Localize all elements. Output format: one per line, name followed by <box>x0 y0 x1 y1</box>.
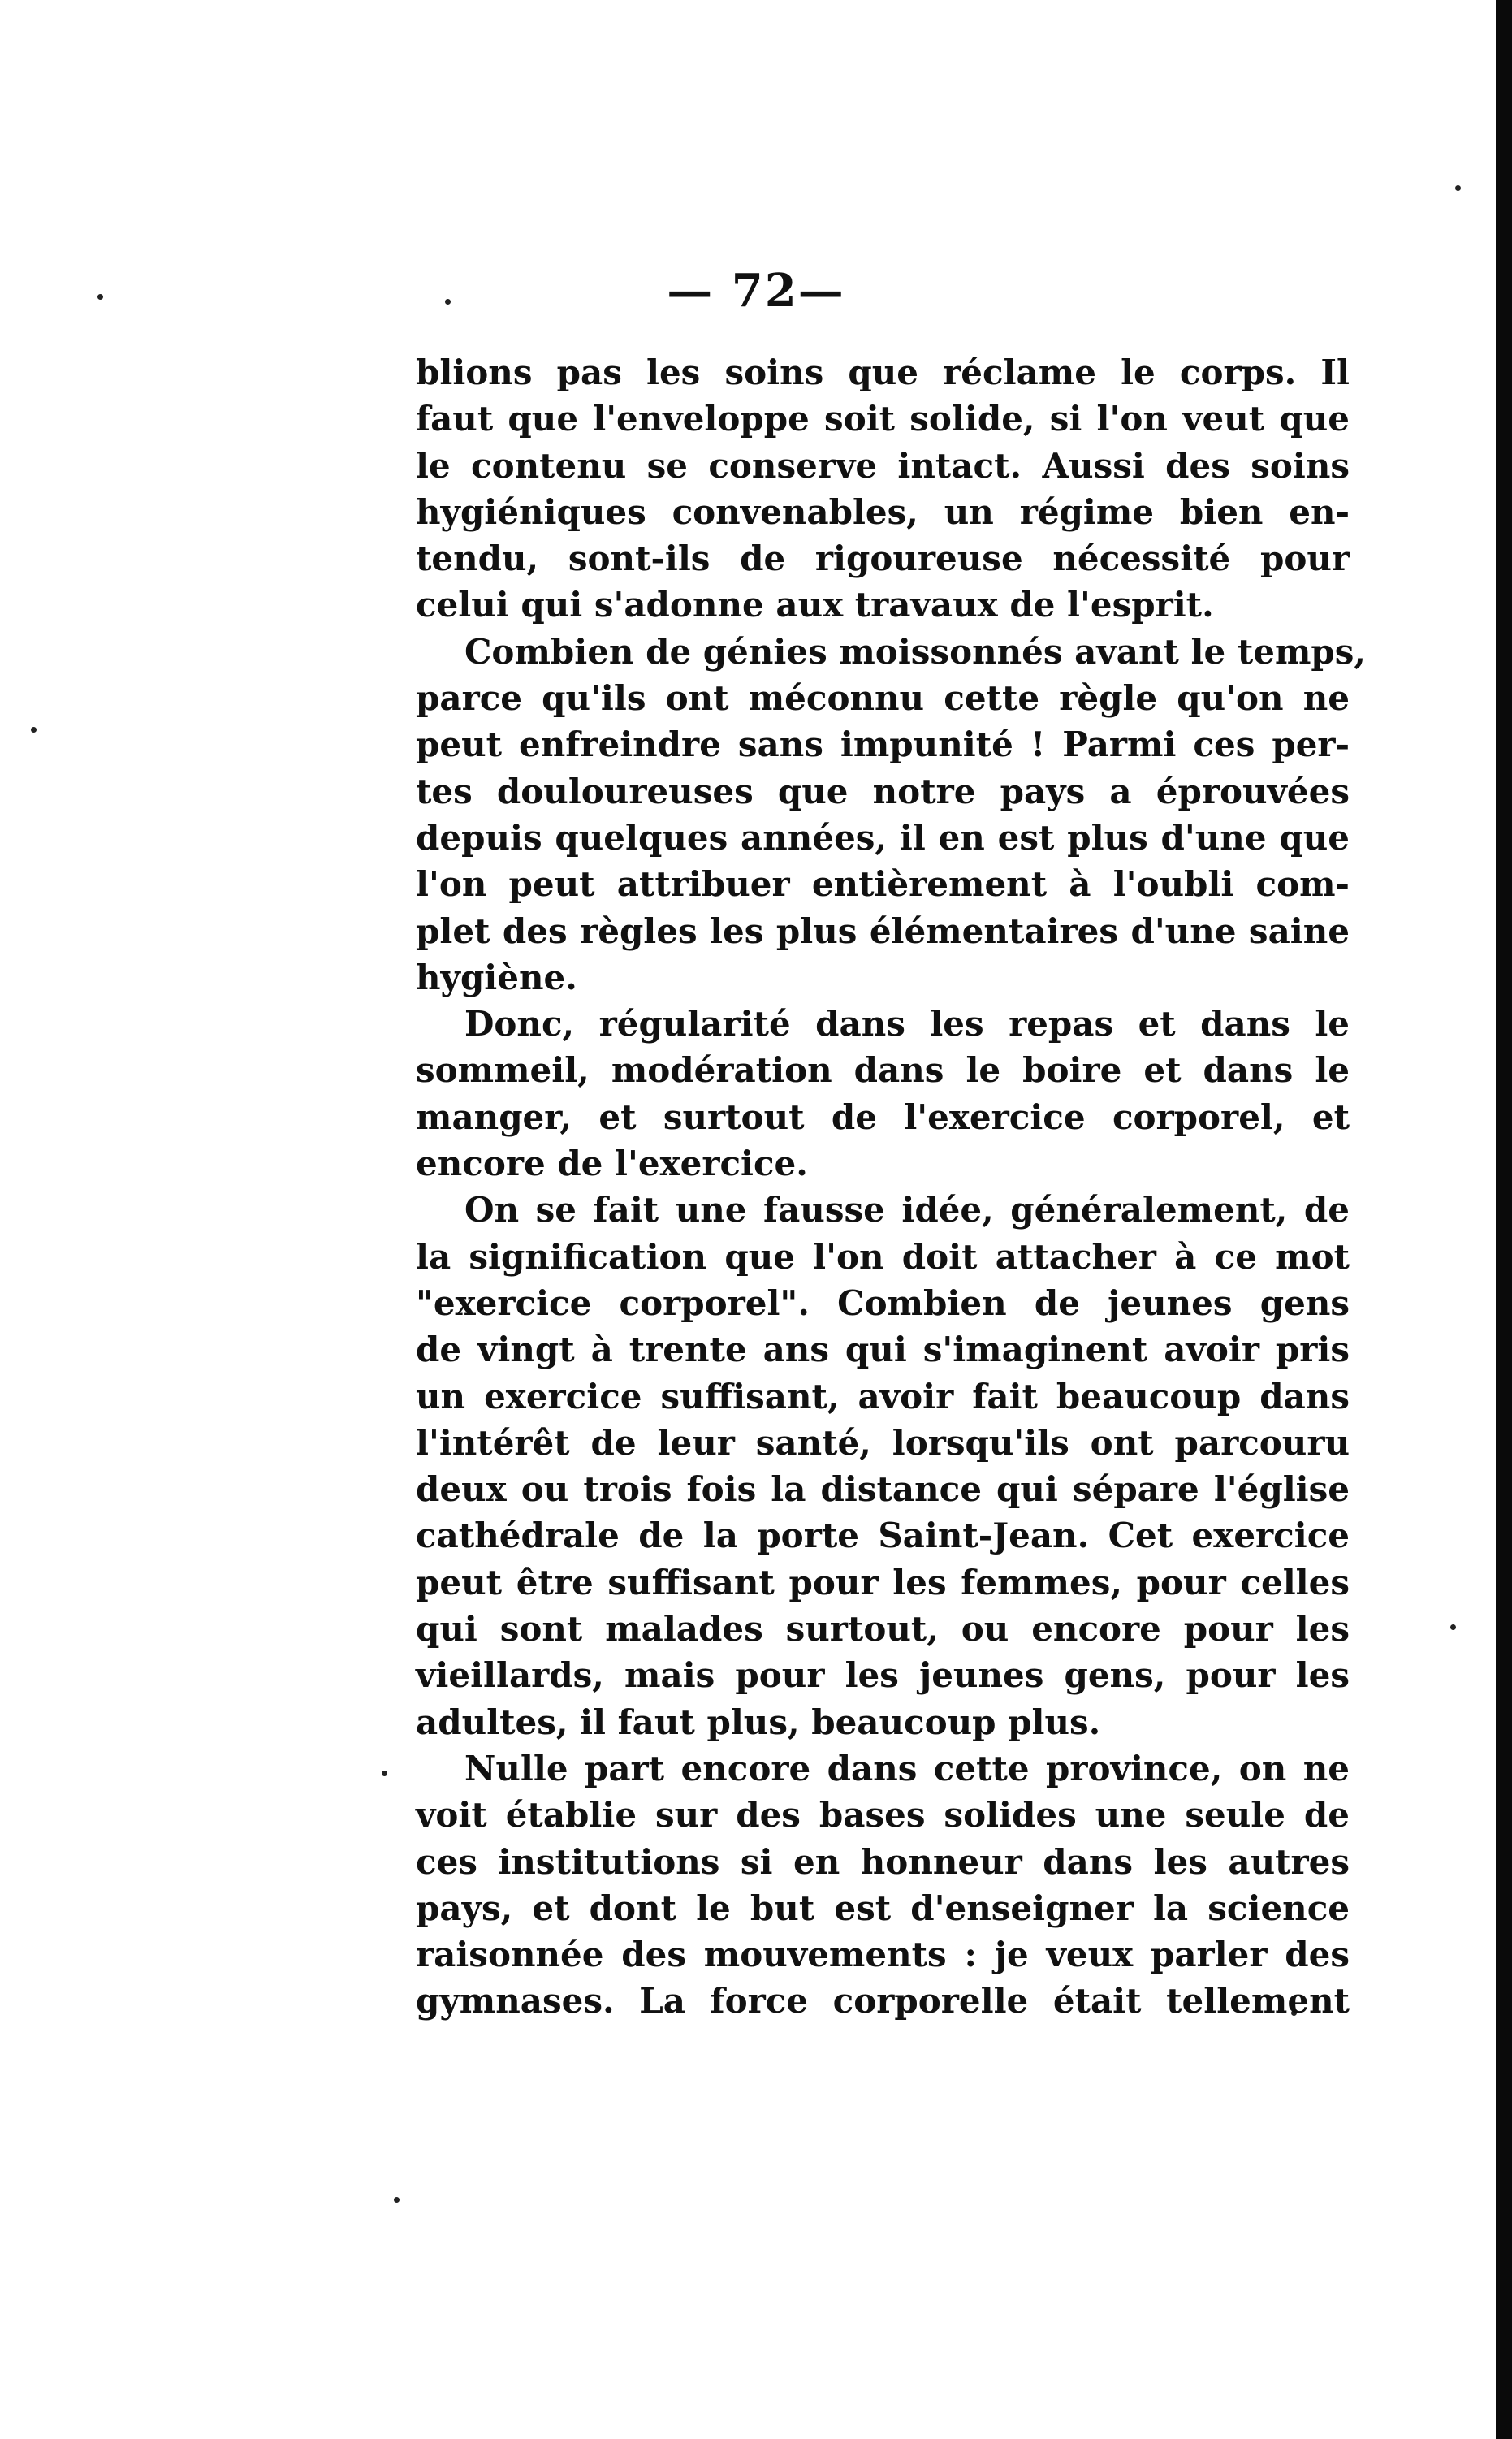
text-line: manger, et surtout de l'exercice corporel, et <box>416 1096 1350 1137</box>
text-line: raisonnée des mouvements : je veux parler des <box>416 1935 1350 1975</box>
text-line: cathédrale de la porte Saint-Jean. Cet exercice <box>416 1516 1350 1556</box>
text-line: "exercice corporel". Combien de jeunes gens <box>416 1282 1350 1323</box>
text-line: blions pas les soins que réclame le corps. Il <box>416 352 1350 392</box>
scan-speck <box>1455 185 1461 191</box>
text-line: Nulle part encore dans cette province, on ne <box>464 1748 1350 1788</box>
text-line: celui qui s'adonne aux travaux de l'esprit. <box>416 585 1214 625</box>
text-line: depuis quelques années, il en est plus d'une que <box>416 817 1350 858</box>
page-number: — 72— <box>667 264 845 318</box>
text-line: la signification que l'on doit attacher à ce mot <box>416 1236 1350 1277</box>
scan-edge-bar <box>1496 0 1512 2439</box>
text-line: pays, et dont le but est d'enseigner la science <box>416 1888 1350 1928</box>
text-line: faut que l'enveloppe soit solide, si l'on veut que <box>416 399 1350 439</box>
text-line: hygiéniques convenables, un régime bien en- <box>416 491 1350 532</box>
text-line: hygiène. <box>416 957 577 997</box>
text-line: peut être suffisant pour les femmes, pour celles <box>416 1562 1350 1602</box>
text-line: tes douloureuses que notre pays a éprouvées <box>416 771 1350 811</box>
text-line: plet des règles les plus élémentaires d'une saine <box>416 910 1350 951</box>
text-line: peut enfreindre sans impunité ! Parmi ces per- <box>416 724 1350 765</box>
text-line: le contenu se conserve intact. Aussi des soins <box>416 445 1350 486</box>
scan-speck <box>1450 1624 1456 1630</box>
text-line: un exercice suffisant, avoir fait beaucoup dans <box>416 1376 1350 1416</box>
text-line: de vingt à trente ans qui s'imaginent avoir pris <box>416 1330 1350 1370</box>
scan-speck <box>31 727 37 733</box>
text-line: l'on peut attribuer entièrement à l'oubli com- <box>416 864 1350 905</box>
text-line: Donc, régularité dans les repas et dans le <box>464 1004 1350 1044</box>
text-line: voit établie sur des bases solides une seule de <box>416 1795 1350 1836</box>
text-line: On se fait une fausse idée, généralement, de <box>464 1190 1350 1230</box>
text-line: l'intérêt de leur santé, lorsqu'ils ont parcouru <box>416 1422 1350 1463</box>
text-line: parce qu'ils ont méconnu cette règle qu'on ne <box>416 678 1350 719</box>
text-line: deux ou trois fois la distance qui sépare l'église <box>416 1469 1350 1510</box>
text-line: gymnases. La force corporelle était tellement <box>416 1981 1350 2022</box>
text-line: Combien de génies moissonnés avant le temps, <box>464 631 1367 672</box>
text-line: adultes, il faut plus, beaucoup plus. <box>416 1702 1101 1742</box>
text-line: encore de l'exercice. <box>416 1144 808 1184</box>
text-line: qui sont malades surtout, ou encore pour les <box>416 1609 1350 1650</box>
text-line: vieillards, mais pour les jeunes gens, pour les <box>416 1655 1350 1696</box>
text-line: ces institutions si en honneur dans les autres <box>416 1841 1350 1882</box>
scan-speck <box>394 2197 400 2203</box>
body-text <box>416 349 1367 2025</box>
text-line: tendu, sont-ils de rigoureuse nécessité pour <box>416 538 1350 579</box>
scan-speck <box>382 1771 387 1776</box>
text-line: sommeil, modération dans le boire et dans le <box>416 1050 1350 1091</box>
